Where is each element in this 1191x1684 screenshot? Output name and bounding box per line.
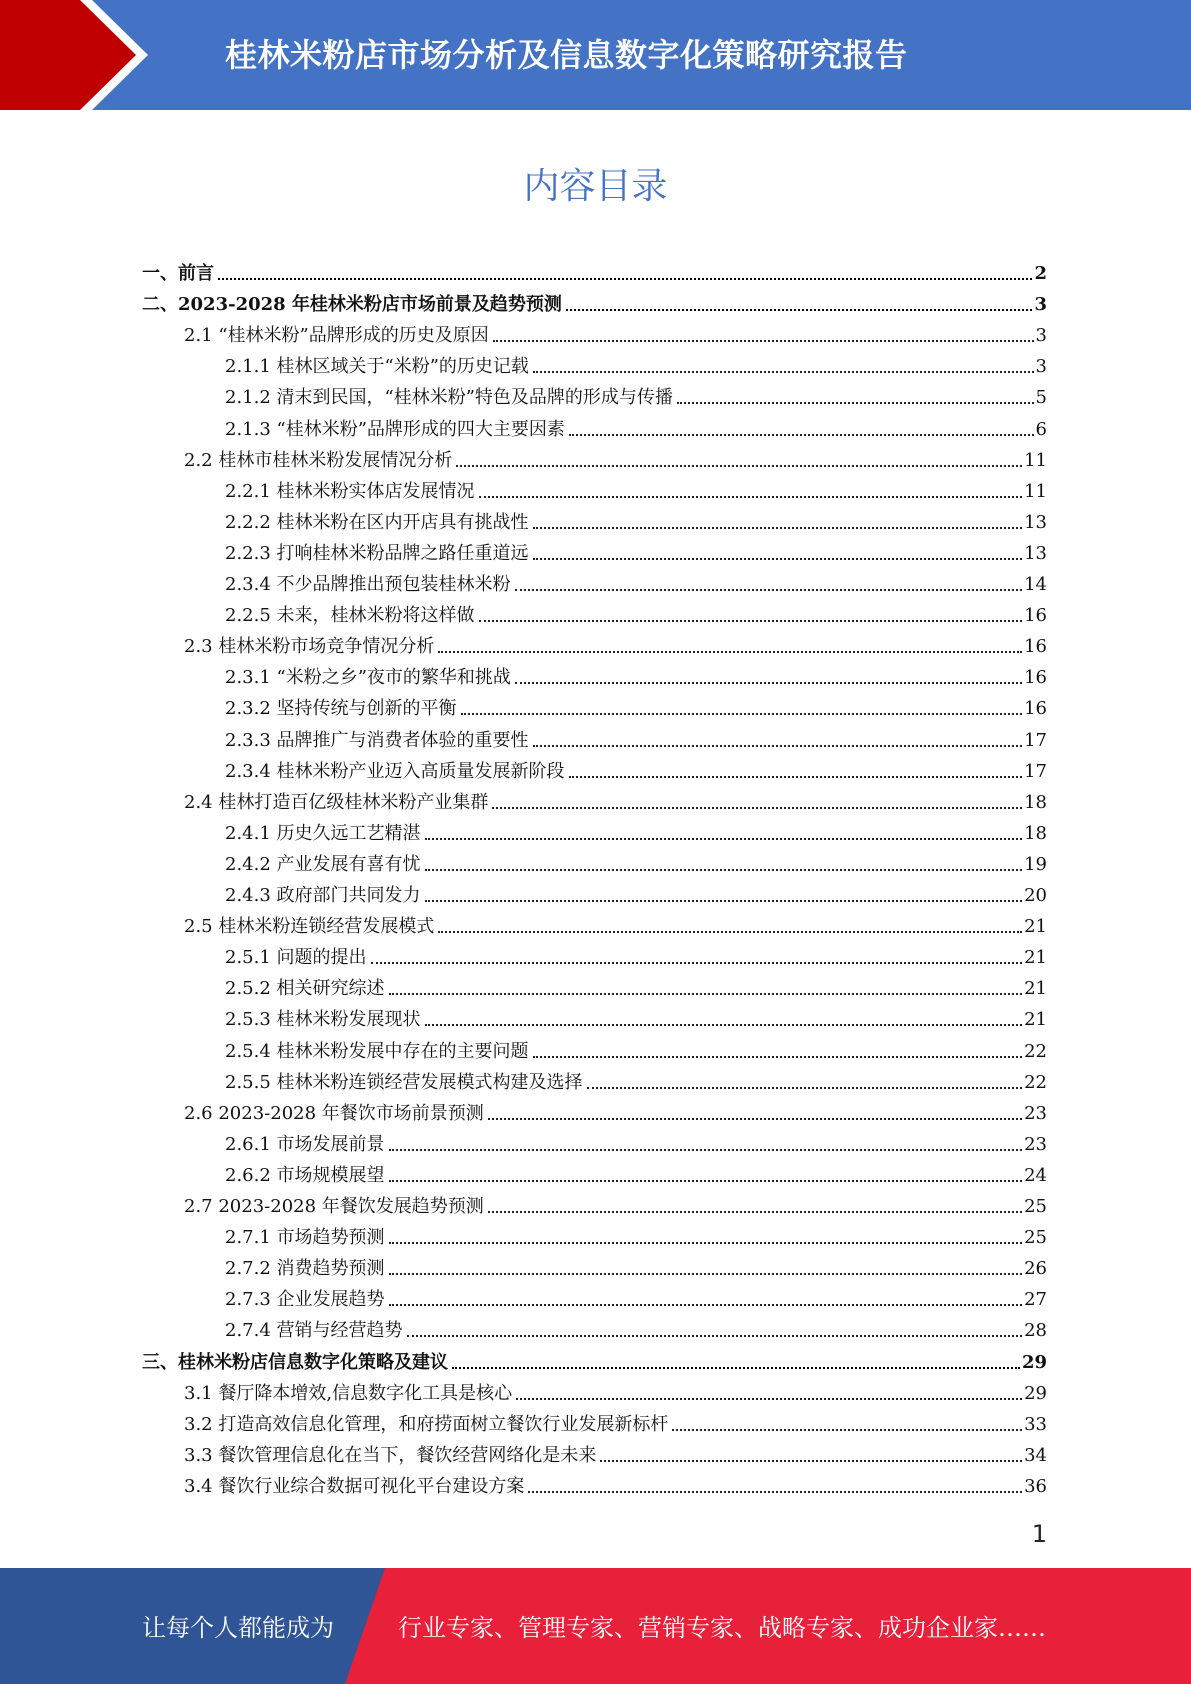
toc-entry-label: 2.3 桂林米粉市场竞争情况分析 [184, 636, 435, 658]
toc-entry-page: 25 [1024, 1196, 1047, 1217]
toc-entry-label: 2.4.1 历史久远工艺精湛 [225, 822, 421, 844]
toc-leader-dots [587, 1087, 1023, 1089]
toc-leader-dots [672, 1429, 1022, 1431]
toc-entry[interactable] [225, 1032, 1047, 1063]
toc-entry-page: 27 [1024, 1289, 1047, 1311]
toc-entry-page: 16 [1024, 698, 1047, 720]
toc-entry[interactable] [225, 1311, 1047, 1342]
toc-entry-page: 11 [1024, 449, 1047, 471]
toc-leader-dots [479, 620, 1023, 622]
toc-entry-page: 22 [1024, 1071, 1047, 1093]
toc-entry[interactable] [184, 1374, 1047, 1405]
toc-entry-label: 2.6.2 市场规模展望 [225, 1164, 385, 1186]
toc-entry[interactable] [142, 254, 1047, 285]
toc-entry-page: 18 [1024, 791, 1047, 813]
toc-entry-label: 2.2.1 桂林米粉实体店发展情况 [225, 480, 475, 502]
toc-entry-page: 29 [1021, 1351, 1047, 1373]
toc-entry-page: 25 [1024, 1227, 1047, 1249]
toc-entry[interactable] [225, 347, 1047, 378]
toc-entry-page: 19 [1024, 853, 1047, 875]
footer-banner [0, 1568, 1191, 1684]
toc-leader-dots [493, 340, 1034, 342]
toc-entry[interactable] [184, 1187, 1047, 1218]
page-number: 1 [1031, 1520, 1047, 1548]
toc-entry-page: 29 [1024, 1382, 1047, 1404]
toc-entry-page: 16 [1024, 667, 1047, 689]
toc-entry-label: 2.3.4 桂林米粉产业迈入高质量发展新阶段 [225, 760, 565, 782]
toc-entry-label: 2.2 桂林市桂林米粉发展情况分析 [184, 449, 453, 471]
toc-leader-dots [488, 1211, 1022, 1213]
toc-entry-label: 2.6 2023-2028 年餐饮市场前景预测 [184, 1102, 484, 1124]
toc-leader-dots [515, 682, 1022, 684]
toc-entry[interactable] [225, 876, 1047, 907]
toc-entry[interactable] [225, 503, 1047, 534]
toc-entry-page: 11 [1024, 480, 1047, 502]
toc-leader-dots [677, 402, 1034, 404]
toc-leader-dots [488, 1118, 1022, 1120]
toc-entry-page: 21 [1024, 947, 1047, 969]
toc-entry[interactable] [225, 472, 1047, 503]
toc-entry-page: 26 [1024, 1258, 1047, 1280]
toc-entry-label: 2.3.2 坚持传统与创新的平衡 [225, 698, 457, 720]
toc-entry-label: 2.5.1 问题的提出 [225, 947, 367, 969]
header-banner [0, 0, 1191, 110]
toc-entry-label: 2.5 桂林米粉连锁经营发展模式 [184, 916, 435, 938]
toc-leader-dots [389, 1273, 1023, 1275]
toc-heading: 内容目录 [523, 166, 668, 207]
toc-leader-dots [389, 1180, 1023, 1182]
toc-leader-dots [533, 527, 1023, 529]
toc-entry-label: 2.5.5 桂林米粉连锁经营发展模式构建及选择 [225, 1071, 583, 1093]
toc-entry-label: 2.7 2023-2028 年餐饮发展趋势预测 [184, 1196, 484, 1217]
toc-entry[interactable] [225, 689, 1047, 720]
toc-leader-dots [407, 1335, 1023, 1337]
toc-leader-dots [516, 1398, 1022, 1400]
toc-entry-label: 2.4.3 政府部门共同发力 [225, 885, 421, 906]
toc-entry-label: 2.1.2 清末到民国，“桂林米粉”特色及品牌的形成与传播 [225, 387, 673, 409]
toc-leader-dots [533, 371, 1034, 373]
toc-entry-label: 3.4 餐饮行业综合数据可视化平台建设方案 [184, 1475, 525, 1497]
toc-entry-label: 2.3.4 不少品牌推出预包装桂林米粉 [225, 574, 511, 595]
toc-entry-label: 2.1.1 桂林区域关于“米粉”的历史记载 [225, 356, 529, 378]
toc-entry-label: 2.5.4 桂林米粉发展中存在的主要问题 [225, 1040, 529, 1062]
toc-entry-label: 2.5.3 桂林米粉发展现状 [225, 1009, 421, 1031]
toc-leader-dots [389, 1149, 1023, 1151]
toc-entry-page: 36 [1024, 1475, 1047, 1497]
toc-entry[interactable] [225, 1000, 1047, 1031]
report-title: 桂林米粉店市场分析及信息数字化策略研究报告 [225, 36, 908, 74]
toc-entry[interactable] [184, 1094, 1047, 1125]
toc-leader-dots [479, 496, 1023, 498]
toc-entry[interactable] [184, 627, 1047, 658]
toc-leader-dots [456, 465, 1022, 467]
toc-entry-page: 16 [1024, 636, 1047, 658]
toc-entry-label: 2.7.1 市场趋势预测 [225, 1227, 385, 1249]
toc-entry-page: 28 [1024, 1320, 1047, 1342]
toc-entry[interactable] [225, 752, 1047, 783]
footer-slogan-left: 让每个人都能成为 [142, 1614, 334, 1642]
toc-entry[interactable] [225, 1249, 1047, 1280]
toc-entry-label: 2.7.4 营销与经营趋势 [225, 1320, 403, 1342]
toc-entry[interactable] [225, 938, 1047, 969]
toc-entry-page: 2 [1034, 263, 1047, 284]
toc-entry[interactable] [225, 410, 1047, 441]
toc-entry-label: 2.2.2 桂林米粉在区内开店具有挑战性 [225, 511, 529, 533]
toc-leader-dots [389, 1304, 1023, 1306]
toc-entry-label: 2.2.3 打响桂林米粉品牌之路任重道远 [225, 542, 529, 564]
toc-entry-page: 3 [1035, 325, 1047, 347]
toc-entry-page: 23 [1024, 1133, 1047, 1155]
toc-leader-dots [492, 807, 1022, 809]
toc-entry-page: 16 [1024, 605, 1047, 627]
toc-entry-label: 2.7.2 消费趋势预测 [225, 1258, 385, 1280]
toc-entry-page: 18 [1024, 822, 1047, 844]
toc-entry-page: 33 [1024, 1413, 1047, 1435]
toc-leader-dots [569, 434, 1034, 436]
toc-entry-page: 24 [1024, 1164, 1047, 1186]
toc-entry-label: 2.6.1 市场发展前景 [225, 1133, 385, 1155]
toc-leader-dots [569, 776, 1023, 778]
toc-entry-page: 17 [1024, 760, 1047, 782]
toc-leader-dots [515, 589, 1023, 591]
toc-entry[interactable] [225, 1156, 1047, 1187]
toc-entry-label: 2.4 桂林打造百亿级桂林米粉产业集群 [184, 791, 489, 813]
toc-entry-page: 14 [1024, 574, 1047, 595]
toc-entry[interactable] [225, 721, 1047, 752]
toc-leader-dots [425, 1024, 1023, 1026]
toc-entry[interactable] [225, 378, 1047, 409]
toc-entry[interactable] [225, 565, 1047, 596]
toc-leader-dots [533, 558, 1023, 560]
toc-entry[interactable] [225, 969, 1047, 1000]
toc-entry-page: 17 [1024, 729, 1047, 751]
toc-entry[interactable] [184, 783, 1047, 814]
toc-entry[interactable] [225, 1125, 1047, 1156]
toc-entry-label: 3.3 餐饮管理信息化在当下，餐饮经营网络化是未来 [184, 1444, 597, 1466]
toc-entry-page: 20 [1024, 885, 1047, 906]
toc-entry[interactable] [184, 1436, 1047, 1467]
toc-entry[interactable] [184, 1405, 1047, 1436]
toc-entry-label: 一、前言 [142, 263, 214, 284]
toc-leader-dots [389, 993, 1023, 995]
toc-entry-page: 21 [1024, 1009, 1047, 1031]
toc-entry-label: 3.2 打造高效信息化管理，和府捞面树立餐饮行业发展新标杆 [184, 1413, 669, 1435]
toc-leader-dots [425, 869, 1023, 871]
toc-leader-dots [452, 1367, 1020, 1369]
toc-entry-label: 2.2.5 未来，桂林米粉将这样做 [225, 605, 475, 627]
toc-entry-label: 2.1 “桂林米粉”品牌形成的历史及原因 [184, 325, 489, 347]
toc-entry-label: 2.3.3 品牌推广与消费者体验的重要性 [225, 729, 529, 751]
toc-entry-page: 23 [1024, 1102, 1047, 1124]
toc-entry-label: 三、桂林米粉店信息数字化策略及建议 [142, 1351, 448, 1373]
toc-entry-label: 二、2023-2028 年桂林米粉店市场前景及趋势预测 [142, 294, 562, 316]
toc-entry-page: 3 [1034, 294, 1047, 316]
toc-entry-page: 21 [1024, 916, 1047, 938]
toc-entry-page: 22 [1024, 1040, 1047, 1062]
toc-entry-page: 34 [1024, 1444, 1047, 1466]
toc-entry[interactable] [184, 441, 1047, 472]
toc-entry-page: 6 [1035, 418, 1047, 440]
toc-entry-page: 13 [1024, 542, 1047, 564]
toc-entry-page: 21 [1024, 978, 1047, 1000]
toc-entry[interactable] [184, 316, 1047, 347]
toc-entry-label: 2.1.3 “桂林米粉”品牌形成的四大主要因素 [225, 418, 565, 440]
toc-entry[interactable] [142, 1343, 1047, 1374]
toc-entry[interactable] [225, 1280, 1047, 1311]
toc-entry-label: 2.7.3 企业发展趋势 [225, 1289, 385, 1311]
toc-entry-label: 2.5.2 相关研究综述 [225, 978, 385, 1000]
toc-leader-dots [566, 309, 1033, 311]
footer-slogan-right: 行业专家、管理专家、营销专家、战略专家、成功企业家…… [398, 1614, 1046, 1642]
toc-entry[interactable] [225, 845, 1047, 876]
toc-entry[interactable] [184, 907, 1047, 938]
toc-leader-dots [425, 838, 1023, 840]
toc-leader-dots [600, 1460, 1022, 1462]
toc-entry-page: 13 [1024, 511, 1047, 533]
toc-entry-label: 2.4.2 产业发展有喜有忧 [225, 853, 421, 875]
toc-leader-dots [438, 651, 1022, 653]
toc-entry[interactable] [184, 1467, 1047, 1498]
toc-leader-dots [528, 1491, 1022, 1493]
toc-entry[interactable] [225, 814, 1047, 845]
toc-entry[interactable] [142, 285, 1047, 316]
toc-entry-label: 3.1 餐厅降本增效,信息数字化工具是核心 [184, 1382, 513, 1404]
toc-leader-dots [425, 900, 1023, 902]
toc-entry[interactable] [225, 596, 1047, 627]
toc-leader-dots [389, 1242, 1023, 1244]
toc-entry[interactable] [225, 1218, 1047, 1249]
toc-leader-dots [461, 713, 1023, 715]
toc-entry[interactable] [225, 658, 1047, 689]
toc-leader-dots [533, 745, 1023, 747]
toc-leader-dots [371, 962, 1023, 964]
toc-entry[interactable] [225, 1063, 1047, 1094]
toc-leader-dots [533, 1056, 1023, 1058]
toc-entry-label: 2.3.1 “米粉之乡”夜市的繁华和挑战 [225, 667, 511, 689]
toc-leader-dots [218, 278, 1032, 280]
toc-entry-page: 5 [1035, 387, 1047, 409]
toc-entry-page: 3 [1035, 356, 1047, 378]
toc-entry[interactable] [225, 534, 1047, 565]
toc-leader-dots [438, 931, 1022, 933]
